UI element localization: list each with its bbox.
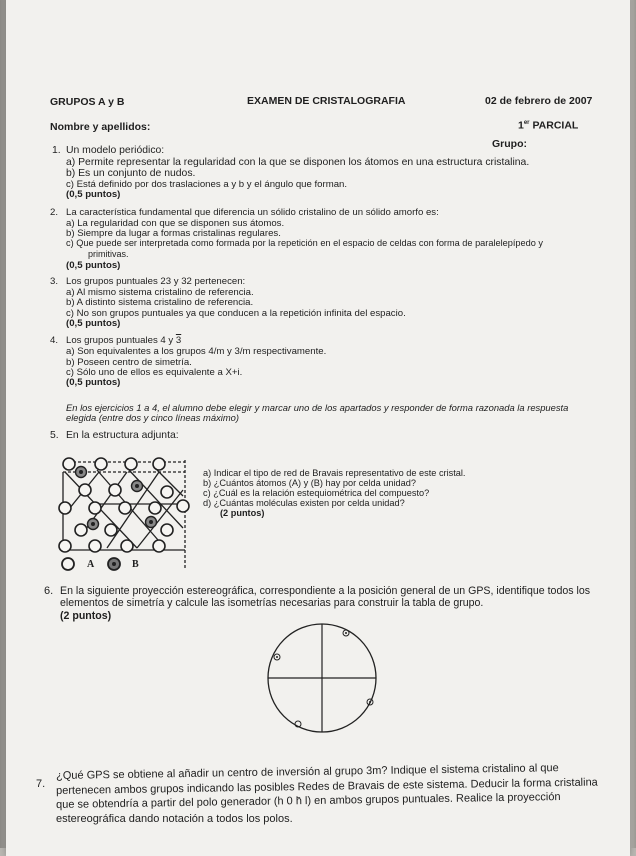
q2-option-a: a) La regularidad con que se disponen sus átomos. bbox=[66, 218, 285, 229]
partial-label: 1er PARCIAL bbox=[518, 119, 579, 132]
legend-label-a: A bbox=[87, 559, 95, 570]
note-line-1: En los ejercicios 1 a 4, el alumno debe elegir y marcar uno de los apartados y responder de forma razonada la respuesta bbox=[66, 402, 569, 413]
q5-points: (2 puntos) bbox=[220, 508, 265, 518]
q5-option-a: a) Indicar el tipo de red de Bravais representativo de este cristal. bbox=[203, 468, 466, 478]
exam-date: 02 de febrero de 2007 bbox=[485, 95, 593, 107]
q4-option-a: a) Son equivalentes a los grupos 4/m y 3/m respectivamente. bbox=[66, 346, 327, 357]
q3-option-b: b) A distinto sistema cristalino de referencia. bbox=[66, 297, 254, 308]
q5-option-c: c) ¿Cuál es la relación estequiométrica del compuesto? bbox=[203, 488, 430, 498]
q4-option-c: c) Sólo uno de ellos es equivalente a X+i. bbox=[66, 367, 243, 378]
legend-atom-b-icon bbox=[106, 556, 122, 572]
q1-option-a: a) Permite representar la regularidad con la que se disponen los átomos en una estructura cristalina. bbox=[66, 157, 530, 168]
crystal-structure-diagram bbox=[55, 450, 195, 580]
q2-number: 2. bbox=[50, 207, 59, 218]
q3-points: (0,5 puntos) bbox=[66, 318, 121, 329]
q5-option-d: d) ¿Cuántas moléculas existen por celda unidad? bbox=[203, 498, 405, 508]
q3-number: 3. bbox=[50, 276, 59, 287]
q5-number: 5. bbox=[50, 430, 59, 441]
q7-number: 7. bbox=[36, 778, 46, 790]
stereographic-projection bbox=[260, 620, 390, 740]
q1-points: (0,5 puntos) bbox=[66, 189, 121, 200]
exam-title: EXAMEN DE CRISTALOGRAFIA bbox=[247, 95, 406, 107]
q7-line-1: ¿Qué GPS se obtiene al añadir un centro de inversión al grupo 3m? Indique el sistema cristalino al que bbox=[56, 762, 559, 782]
q3-stem: Los grupos puntuales 23 y 32 pertenecen: bbox=[66, 276, 246, 287]
name-label: Nombre y apellidos: bbox=[50, 121, 151, 133]
group-label: Grupo: bbox=[492, 138, 527, 150]
q7-line-3: que se obtendría a partir del polo generador (h 0 h̄ l) en ambos grupos puntuales. Realice la proyección bbox=[56, 791, 561, 811]
q1-stem: Un modelo periódico: bbox=[66, 145, 165, 156]
q2-points: (0,5 puntos) bbox=[66, 260, 121, 271]
q5-stem: En la estructura adjunta: bbox=[66, 430, 179, 441]
q4-stem: Los grupos puntuales 4 y 3 bbox=[66, 335, 182, 346]
q1-number: 1. bbox=[52, 145, 61, 156]
q6-line-2: elementos de simetría y calcule las isometrías necesarias para construir la tabla de grupo. bbox=[60, 597, 484, 609]
q5-option-b: b) ¿Cuántos átomos (A) y (B) hay por celda unidad? bbox=[203, 478, 416, 488]
q2-option-b: b) Siempre da lugar a formas cristalinas regulares. bbox=[66, 228, 281, 239]
q1-option-b: b) Es un conjunto de nudos. bbox=[66, 168, 196, 179]
q4-number: 4. bbox=[50, 335, 59, 346]
q4-option-b: b) Poseen centro de simetría. bbox=[66, 357, 192, 368]
q3-option-a: a) Al mismo sistema cristalino de referencia. bbox=[66, 287, 254, 298]
q6-number: 6. bbox=[44, 585, 54, 597]
q4-points: (0,5 puntos) bbox=[66, 377, 121, 388]
note-line-2: elegida (entre dos y cinco líneas máximo) bbox=[66, 412, 239, 423]
legend-label-b: B bbox=[132, 559, 139, 570]
legend-atom-a-icon bbox=[60, 556, 76, 572]
q2-stem: La característica fundamental que diferencia un sólido cristalino de un sólido amorfo es: bbox=[66, 207, 439, 218]
q1-option-c: c) Está definido por dos traslaciones a y b y el ángulo que forman. bbox=[66, 179, 348, 190]
q3-option-c: c) No son grupos puntuales ya que conducen a la repetición infinita del espacio. bbox=[66, 308, 406, 319]
q7-line-4: estereográfica dando notación a todos los polos. bbox=[56, 813, 293, 825]
q2-option-c: c) Que puede ser interpretada como formada por la repetición en el espacio de celdas con forma de paralelepípedo y bbox=[66, 238, 544, 248]
groups-label: GRUPOS A y B bbox=[50, 96, 125, 108]
q6-line-1: En la siguiente proyección estereográfica, correspondiente a la posición general de un GPS, identifique todos los bbox=[60, 585, 591, 597]
q7-line-2: pertenecen ambos grupos indicando las posibles Redes de Bravais de este sistema. Deducir la forma cristalina bbox=[56, 776, 598, 797]
q6-points: (2 puntos) bbox=[60, 610, 112, 622]
q2-option-c-cont: primitivas. bbox=[88, 249, 129, 259]
